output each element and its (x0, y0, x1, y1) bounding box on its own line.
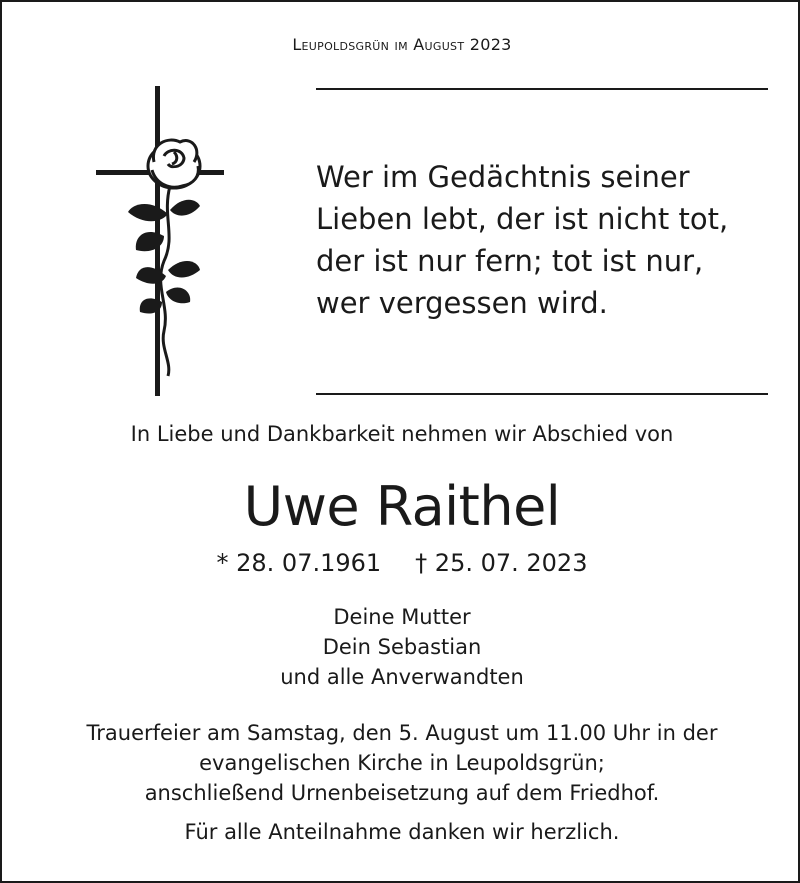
life-dates (2, 549, 800, 577)
bottom-divider (316, 393, 768, 395)
service-line: evangelischen Kirche in Leupoldsgrün; (199, 751, 605, 775)
cross-with-rose-icon (90, 86, 230, 398)
mourner: und alle Anverwandten (280, 665, 524, 689)
mourners-list (2, 602, 800, 692)
quote-line: Wer im Gedächtnis seiner (316, 160, 690, 194)
deceased-name: Uwe Raithel (243, 475, 561, 538)
top-divider (316, 88, 768, 90)
quote-line: Lieben lebt, der ist nicht tot, (316, 202, 729, 236)
service-line: Trauerfeier am Samstag, den 5. August um 11.00 Uhr in der (86, 721, 718, 745)
farewell-intro: In Liebe und Dankbarkeit nehmen wir Abschied von (130, 422, 674, 446)
thanks-note: Für alle Anteilnahme danken wir herzlich. (184, 820, 620, 844)
place-and-date: Leupoldsgrün im August 2023 (292, 35, 512, 54)
mourner: Dein Sebastian (322, 635, 482, 659)
quote-line: der ist nur fern; tot ist nur, (316, 244, 704, 278)
memorial-quote (316, 156, 786, 324)
quote-line: wer vergessen wird. (316, 286, 608, 320)
funeral-service-info (2, 718, 800, 808)
service-line: anschließend Urnenbeisetzung auf dem Friedhof. (144, 781, 660, 805)
death-date: † 25. 07. 2023 (415, 549, 588, 577)
mourner: Deine Mutter (333, 605, 471, 629)
birth-date: * 28. 07.1961 (216, 549, 382, 577)
